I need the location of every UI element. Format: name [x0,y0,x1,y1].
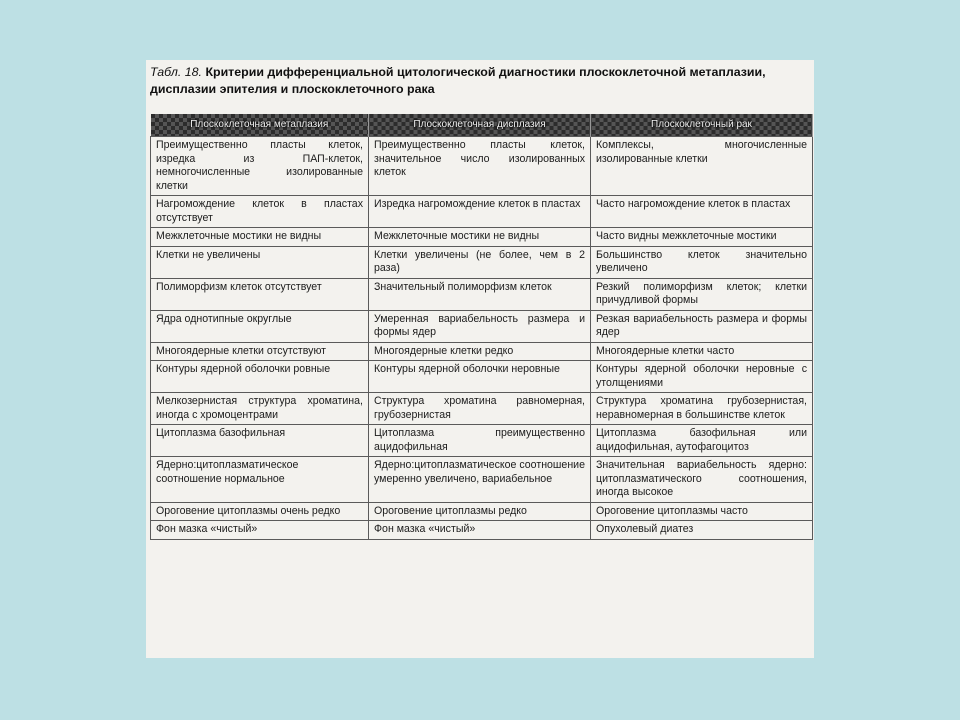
table-body [151,137,813,540]
carcinoma-cell: Структура хроматина грубозернистая, неравномерная в большинстве клеток [591,393,813,425]
table-row [151,457,813,503]
table-header-row [151,114,813,137]
dysplasia-cell: Многоядерные клетки редко [369,342,591,361]
carcinoma-cell: Многоядерные клетки часто [591,342,813,361]
table-row [151,246,813,278]
document-page [146,60,814,658]
metaplasia-cell: Многоядерные клетки отсутствуют [151,342,369,361]
table-row [151,521,813,540]
carcinoma-cell: Комплексы, многочисленные изолированные клетки [591,137,813,196]
dysplasia-cell: Значительный полиморфизм клеток [369,278,591,310]
metaplasia-cell: Ядра однотипные округлые [151,310,369,342]
dysplasia-cell: Структура хроматина равномерная, грубозернистая [369,393,591,425]
carcinoma-cell: Часто видны межклеточные мостики [591,228,813,247]
carcinoma-cell: Значительная вариабельность ядерно: цитоплазматического соотношения, иногда высокое [591,457,813,503]
table-row [151,310,813,342]
table-number: Табл. 18. [150,65,202,79]
metaplasia-cell: Контуры ядерной оболочки ровные [151,361,369,393]
metaplasia-cell: Цитоплазма базофильная [151,425,369,457]
metaplasia-cell: Клетки не увеличены [151,246,369,278]
metaplasia-cell: Ороговение цитоплазмы очень редко [151,502,369,521]
table-row [151,393,813,425]
carcinoma-cell: Опухолевый диатез [591,521,813,540]
metaplasia-cell: Нагромождение клеток в пластах отсутствует [151,196,369,228]
table-row [151,502,813,521]
table-row [151,342,813,361]
metaplasia-cell: Преимущественно пласты клеток, изредка из ПАП-клеток, немногочисленные изолированные клетки [151,137,369,196]
table-row [151,137,813,196]
dysplasia-cell: Ядерно:цитоплазматическое соотношение умеренно увеличено, вариабельное [369,457,591,503]
metaplasia-cell: Фон мазка «чистый» [151,521,369,540]
metaplasia-cell: Полиморфизм клеток отсутствует [151,278,369,310]
table-row [151,361,813,393]
dysplasia-cell: Умеренная вариабельность размера и формы ядер [369,310,591,342]
table-row [151,278,813,310]
metaplasia-cell: Межклеточные мостики не видны [151,228,369,247]
carcinoma-cell: Резкая вариабельность размера и формы ядер [591,310,813,342]
dysplasia-cell: Контуры ядерной оболочки неровные [369,361,591,393]
header-dysplasia: Плоскоклеточная дисплазия [369,114,591,137]
dysplasia-cell: Межклеточные мостики не видны [369,228,591,247]
dysplasia-cell: Цитоплазма преимущественно ацидофильная [369,425,591,457]
dysplasia-cell: Ороговение цитоплазмы редко [369,502,591,521]
carcinoma-cell: Часто нагромождение клеток в пластах [591,196,813,228]
carcinoma-cell: Большинство клеток значительно увеличено [591,246,813,278]
table-caption [150,64,810,98]
carcinoma-cell: Ороговение цитоплазмы часто [591,502,813,521]
metaplasia-cell: Ядерно:цитоплазматическое соотношение нормальное [151,457,369,503]
header-carcinoma: Плоскоклеточный рак [591,114,813,137]
dysplasia-cell: Изредка нагромождение клеток в пластах [369,196,591,228]
criteria-table [150,114,813,540]
table-title: Критерии дифференциальной цитологической диагностики плоскоклеточной метаплазии, дисплазии эпителия и плоскоклеточного рака [150,65,766,96]
table-row [151,196,813,228]
metaplasia-cell: Мелкозернистая структура хроматина, иногда с хромоцентрами [151,393,369,425]
carcinoma-cell: Резкий полиморфизм клеток; клетки причудливой формы [591,278,813,310]
dysplasia-cell: Клетки увеличены (не более, чем в 2 раза) [369,246,591,278]
dysplasia-cell: Преимущественно пласты клеток, значительное число изолированных клеток [369,137,591,196]
table-row [151,228,813,247]
carcinoma-cell: Контуры ядерной оболочки неровные с утолщениями [591,361,813,393]
header-metaplasia: Плоскоклеточная метаплазия [151,114,369,137]
dysplasia-cell: Фон мазка «чистый» [369,521,591,540]
carcinoma-cell: Цитоплазма базофильная или ацидофильная, аутофагоцитоз [591,425,813,457]
table-row [151,425,813,457]
